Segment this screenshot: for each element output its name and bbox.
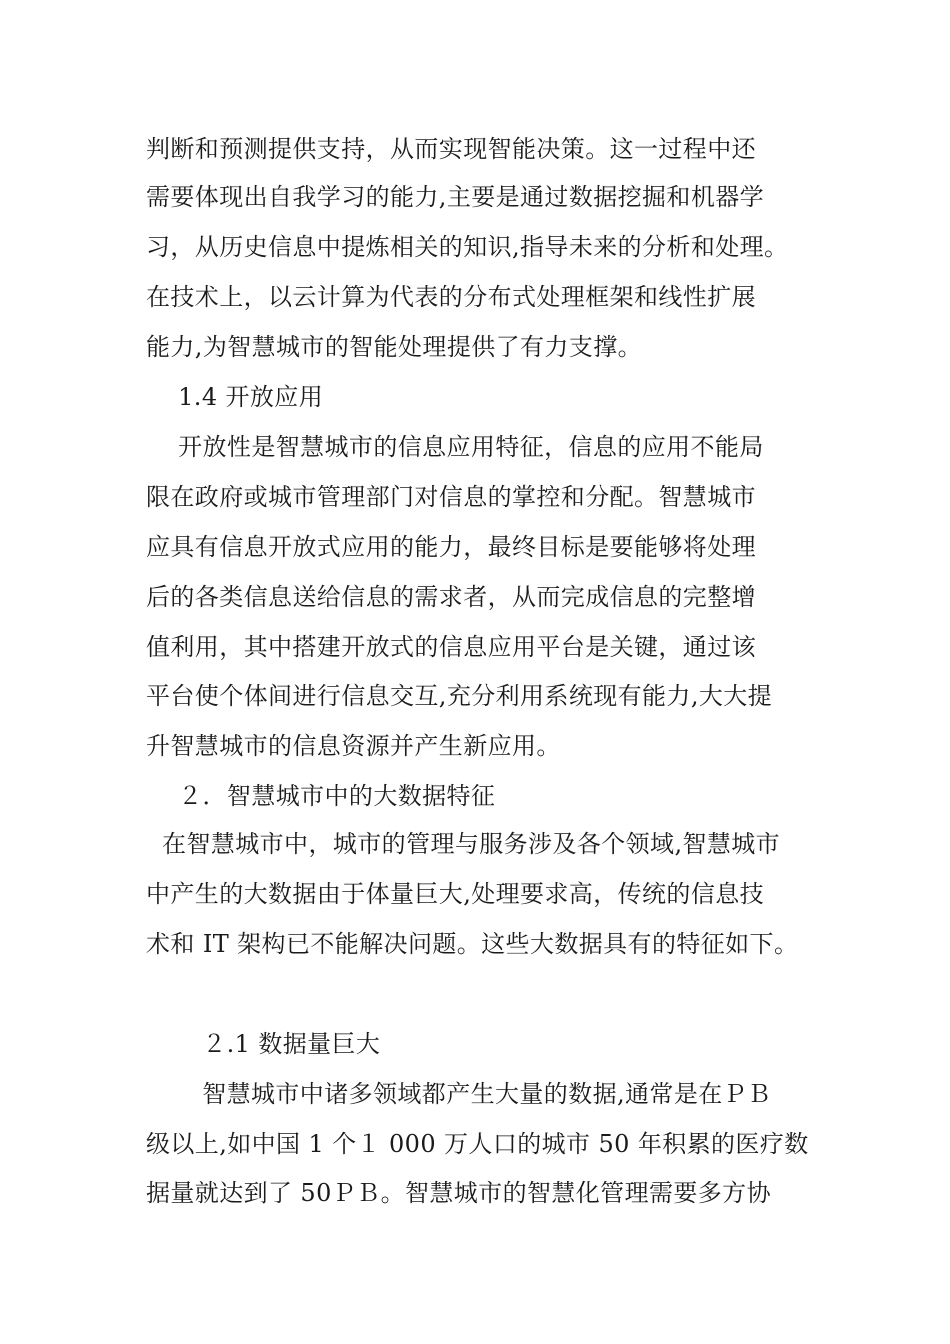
text-line: 升智慧城市的信息资源并产生新应用。 (146, 732, 561, 760)
text-line: 限在政府或城市管理部门对信息的掌控和分配。智慧城市 (146, 483, 756, 511)
section-heading: ２.1 数据量巨大 (146, 1030, 381, 1058)
text-line: 需要体现出自我学习的能力,主要是通过数据挖掘和机器学 (146, 183, 765, 211)
text-line: 习，从历史信息中提炼相关的知识,指导未来的分析和处理。 (146, 233, 789, 261)
text-line: 级以上,如中国 1 个１ 000 万人口的城市 50 年积累的医疗数 (146, 1130, 809, 1158)
text-line: 中产生的大数据由于体量巨大,处理要求高，传统的信息技 (146, 880, 765, 908)
text-line: 在技术上，以云计算为代表的分布式处理框架和线性扩展 (146, 283, 756, 311)
text-line: 开放性是智慧城市的信息应用特征，信息的应用不能局 (146, 433, 764, 461)
section-heading: 1.4 开放应用 (146, 383, 324, 411)
text-line: 平台使个体间进行信息交互,充分利用系统现有能力,大大提 (146, 682, 773, 710)
text-line: 判断和预测提供支持，从而实现智能决策。这一过程中还 (146, 135, 756, 163)
text-line: 在智慧城市中，城市的管理与服务涉及各个领域,智慧城市 (146, 830, 781, 858)
section-heading: ２．智慧城市中的大数据特征 (146, 782, 496, 810)
text-line: 术和 IT 架构已不能解决问题。这些大数据具有的特征如下。 (146, 930, 799, 958)
text-line: 应具有信息开放式应用的能力，最终目标是要能够将处理 (146, 533, 756, 561)
text-line: 智慧城市中诸多领域都产生大量的数据,通常是在ＰＢ (146, 1080, 772, 1108)
text-line: 能力,为智慧城市的智能处理提供了有力支撑。 (146, 333, 643, 361)
text-line: 值利用，其中搭建开放式的信息应用平台是关键，通过该 (146, 633, 756, 661)
text-line: 据量就达到了 50ＰＢ。智慧城市的智慧化管理需要多方协 (146, 1179, 771, 1207)
text-line: 后的各类信息送给信息的需求者，从而完成信息的完整增 (146, 583, 756, 611)
